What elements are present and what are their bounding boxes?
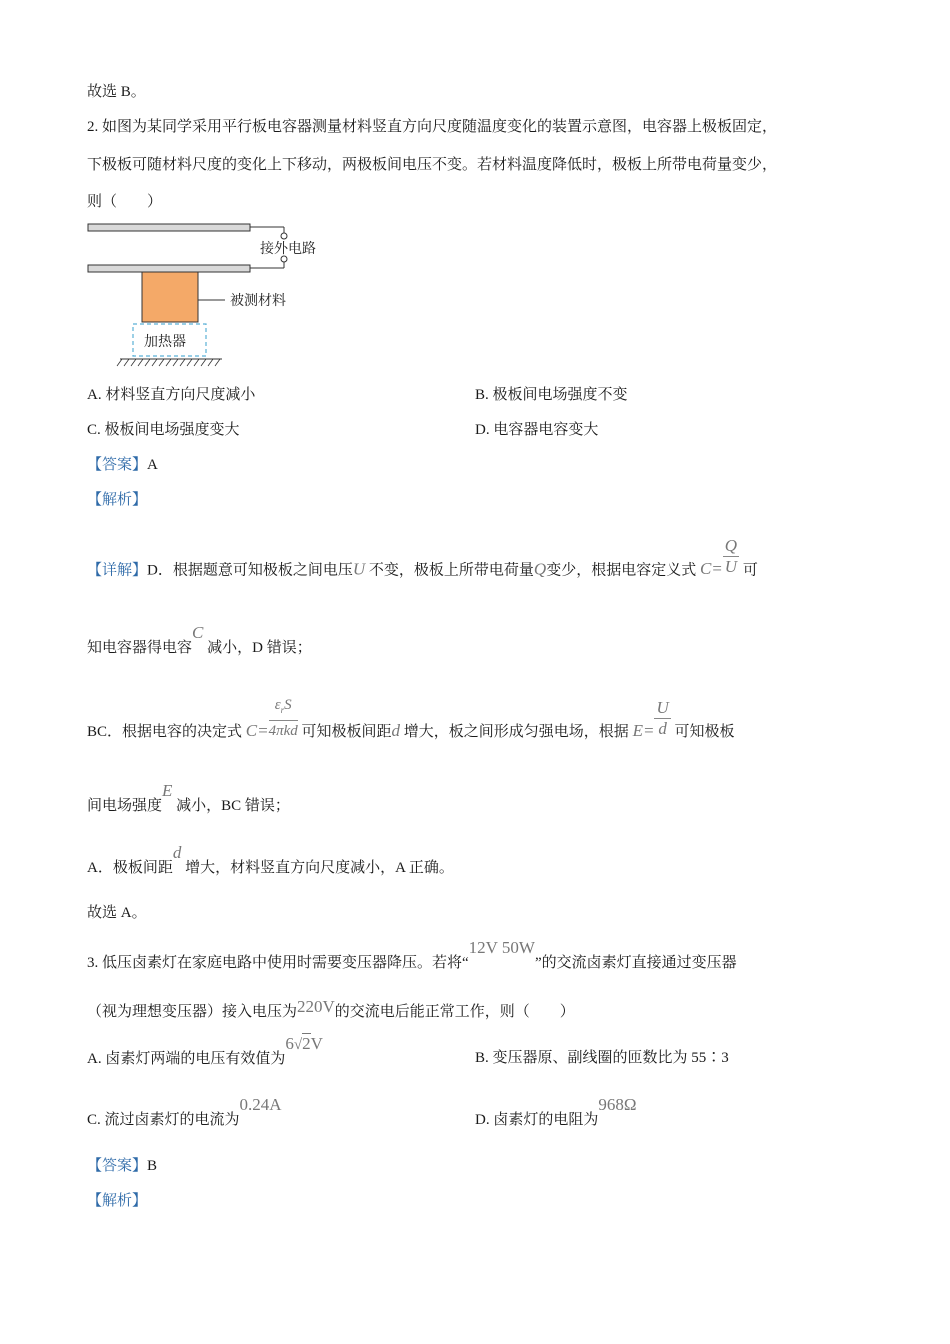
lamp-rating: 12V 50W	[468, 938, 535, 957]
resistance-value: 968Ω	[598, 1095, 637, 1114]
detail-bc-line1	[87, 697, 735, 755]
detail-bc-line2	[87, 781, 290, 816]
q2-option-b: B. 极板间电场强度不变	[475, 387, 628, 403]
q3-answer	[87, 1156, 157, 1176]
upper-plate	[88, 224, 250, 231]
voltage-sqrt-value: 6√2V	[285, 1034, 323, 1053]
q2-conclusion: 故选 A。	[87, 905, 147, 921]
label-heater: 加热器	[144, 333, 186, 349]
q2-answer	[87, 455, 158, 475]
label-circuit: 接外电路	[260, 240, 316, 256]
detail-line1	[87, 536, 758, 591]
q3-stem-line1	[87, 938, 737, 973]
analysis-tag: 【解析】	[87, 492, 148, 508]
symbol-Q: Q	[533, 559, 547, 579]
q3-option-b: B. 变压器原、副线圈的匝数比为 55∶3	[475, 1050, 729, 1066]
analysis-tag-3: 【解析】	[87, 1193, 148, 1209]
q2-option-c: C. 极板间电场强度变大	[87, 422, 240, 438]
detail-bc-d: 可知极板	[674, 723, 735, 740]
q2-stem-line3: 则（ ）	[87, 194, 163, 210]
q2-option-a: A. 材料竖直方向尺度减小	[87, 387, 256, 403]
answer-value: A	[147, 457, 158, 473]
detail-bc-c: 增大，板之间形成匀强电场，根据	[403, 723, 629, 740]
detail-line2	[87, 623, 312, 658]
detail-bc2-a: 间电场强度	[87, 798, 163, 814]
field-formula: E= $\frac{U}{d}$	[632, 697, 669, 740]
q3-d-text: D. 卤素灯的电阻为	[475, 1112, 599, 1128]
detail-a-line	[87, 843, 454, 878]
detail-text-1d: 可	[742, 562, 758, 579]
symbol-d-2: d	[172, 843, 182, 862]
detail-text-2a: 知电容器得电容	[87, 640, 193, 656]
terminal-lower	[281, 256, 287, 262]
terminal-upper	[281, 233, 287, 239]
q3-stem-line2	[87, 997, 575, 1022]
answer-value-3: B	[147, 1158, 158, 1174]
lower-plate	[88, 265, 250, 272]
q3-text-2b: 的交流电后能正常工作，则（ ）	[334, 1004, 575, 1020]
detail-text-1b: 不变，极板上所带电荷量	[368, 562, 534, 579]
capacitance-definition: C= $\frac{Q}{U}$	[699, 536, 738, 579]
answer-tag-3: 【答案】	[87, 1158, 148, 1174]
capacitor-figure	[80, 218, 340, 370]
capacitance-determinant: C= $\frac{\varepsilon_rS}{\text{4πkd}}$	[245, 697, 298, 740]
q3-c-text: C. 流过卤素灯的电流为	[87, 1112, 240, 1128]
detail-text-1a: D．根据题意可知极板之间电压	[147, 562, 353, 579]
current-value: 0.24A	[239, 1095, 282, 1114]
q3-text-2a: （视为理想变压器）接入电压为	[87, 1004, 298, 1020]
q2-stem-line1: 2. 如图为某同学采用平行板电容器测量材料竖直方向尺度随温度变化的装置示意图，电容器上极板固定，	[87, 119, 778, 135]
q3-option-c	[87, 1095, 282, 1130]
symbol-C: C	[192, 623, 204, 642]
supply-voltage: 220V	[297, 997, 335, 1016]
detail-bc2-b: 减小，BC 错误；	[176, 798, 290, 814]
q3-option-d	[475, 1095, 637, 1130]
detail-a-b: 增大，材料竖直方向尺度减小，A 正确。	[185, 860, 454, 876]
q2-stem-line2: 下极板可随材料尺度的变化上下移动，两极板间电压不变。若材料温度降低时，极板上所带电荷量变少，	[87, 157, 778, 173]
detail-text-1c: 变少，根据电容定义式	[546, 562, 697, 579]
prev-conclusion: 故选 B。	[87, 84, 146, 100]
answer-tag: 【答案】	[87, 457, 148, 473]
symbol-d: d	[391, 720, 401, 740]
q3-a-text: A. 卤素灯两端的电压有效值为	[87, 1051, 286, 1067]
q3-option-a	[87, 1034, 323, 1069]
detail-tag: 【详解】	[87, 562, 148, 579]
detail-bc-a: BC．根据电容的决定式	[87, 723, 243, 740]
symbol-U: U	[352, 559, 366, 579]
symbol-E: E	[162, 781, 173, 800]
label-material: 被测材料	[230, 292, 286, 308]
detail-bc-b: 可知极板间距	[301, 723, 392, 740]
q3-text-1a: 3. 低压卤素灯在家庭电路中使用时需要变压器降压。若将“	[87, 955, 469, 971]
detail-text-2b: 减小，D 错误；	[207, 640, 312, 656]
material-block	[142, 272, 198, 322]
q3-text-1b: ”的交流卤素灯直接通过变压器	[534, 955, 737, 971]
q2-option-d: D. 电容器电容变大	[475, 422, 599, 438]
detail-a-a: A．极板间距	[87, 860, 173, 876]
